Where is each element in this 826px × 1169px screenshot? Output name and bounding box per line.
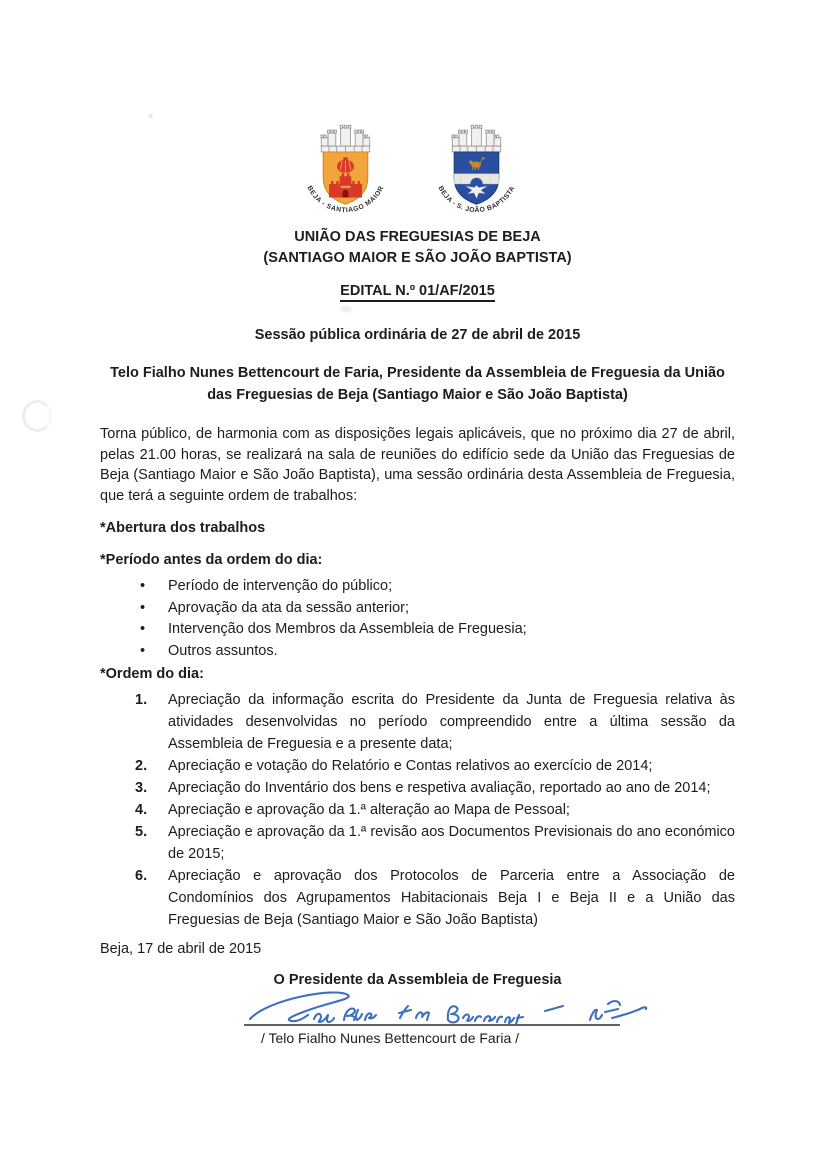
coat-of-arms-row	[93, 116, 728, 217]
signature-title: O Presidente da Assembleia de Freguesia	[273, 972, 562, 988]
org-title	[100, 227, 735, 269]
edital-number-text: EDITAL N.º 01/AF/2015	[340, 283, 495, 302]
president-intro: Telo Fialho Nunes Bettencourt de Faria, Presidente da Assembleia de Freguesia da União das Freguesias de Beja (Santiago Maior e São João Baptista)	[110, 365, 725, 403]
announcement-paragraph: Torna público, de harmonia com as disposições legais aplicáveis, que no próximo dia 27 de abril, pelas 21.00 horas, se realizará na sala de reuniões do edifício sede da União das Freguesias de Beja (Santiago Maior e São João Baptista), uma sessão ordinária desta Assembleia de Freguesia, que terá a seguinte ordem de trabalhos:	[100, 426, 735, 504]
crest-motto-left: BEJA - SANTIAGO MAIOR	[304, 184, 386, 215]
crest-motto-right: BEJA - S. JOÃO BAPTISTA	[436, 185, 516, 215]
list-item	[100, 641, 735, 663]
list-item	[100, 821, 735, 865]
item-number: 4.	[135, 802, 148, 818]
item-number: 3.	[135, 780, 148, 796]
bullet-icon: •	[140, 578, 146, 594]
edital-number-heading	[100, 283, 735, 302]
list-item-text: Outros assuntos.	[168, 642, 278, 659]
signature-printed-name: / Telo Fialho Nunes Bettencourt de Faria /	[260, 1030, 520, 1046]
org-title-line1: UNIÃO DAS FREGUESIAS DE BEJA	[294, 229, 541, 245]
periodo-items-list	[100, 576, 735, 662]
mural-crown-icon	[451, 125, 500, 152]
list-item-text: Apreciação e aprovação da 1.ª alteração ao Mapa de Pessoal;	[168, 802, 570, 818]
section-ordem: *Ordem do dia:	[100, 666, 204, 682]
list-item	[100, 865, 735, 931]
list-item-text: Apreciação da informação escrita do Presidente da Junta de Freguesia relativa às atividades desenvolvidas no período compreendido entre a última sessão da Assembleia de Freguesia e a presente data;	[168, 692, 735, 752]
scan-artifact-hole-punch	[22, 400, 52, 432]
mural-crown-icon	[320, 125, 369, 152]
bullet-icon: •	[140, 599, 146, 616]
list-item-text: Intervenção dos Membros da Assembleia de Freguesia;	[168, 621, 527, 637]
list-item	[100, 689, 735, 755]
session-title: Sessão pública ordinária de 27 de abril de 2015	[254, 327, 581, 343]
item-number: 1.	[135, 692, 148, 708]
bullet-icon: •	[140, 621, 146, 637]
list-item	[100, 619, 735, 641]
list-item-text: Apreciação e votação do Relatório e Contas relativos ao exercício de 2014;	[168, 758, 653, 774]
ordem-items-list	[100, 689, 735, 931]
list-item-text: Apreciação e aprovação dos Protocolos de Parceria entre a Associação de Condomínios dos Agrupamentos Habitacionais Beja I e Beja II e a União das Freguesias de Beja (Santiago Maior e São João Baptista)	[168, 868, 735, 928]
list-item-text: Período de intervenção do público;	[168, 578, 393, 594]
scan-artifact-smudge	[340, 306, 352, 312]
section-periodo: *Período antes da ordem do dia:	[100, 552, 323, 568]
list-item	[100, 799, 735, 821]
org-title-line2: (SANTIAGO MAIOR E SÃO JOÃO BAPTISTA)	[263, 250, 572, 266]
list-item	[100, 576, 735, 598]
santiago-maior-crest-icon	[297, 116, 394, 217]
list-item	[100, 755, 735, 777]
list-item-text: Apreciação e aprovação da 1.ª revisão aos Documentos Previsionais do ano económico de 2015;	[168, 824, 735, 862]
section-abertura: *Abertura dos trabalhos	[100, 520, 266, 536]
list-item-text: Aprovação da ata da sessão anterior;	[168, 599, 410, 616]
signature-ink	[250, 992, 646, 1024]
item-number: 5.	[135, 824, 148, 840]
list-item-text: Apreciação do Inventário dos bens e respetiva avaliação, reportado ao ano de 2014;	[168, 780, 711, 796]
list-item	[100, 777, 735, 799]
item-number: 2.	[135, 758, 148, 774]
item-number: 6.	[135, 868, 148, 884]
bullet-icon: •	[140, 642, 146, 659]
date-line: Beja, 17 de abril de 2015	[100, 941, 262, 957]
sao-joao-baptista-crest-icon	[428, 116, 525, 217]
list-item	[100, 598, 735, 620]
